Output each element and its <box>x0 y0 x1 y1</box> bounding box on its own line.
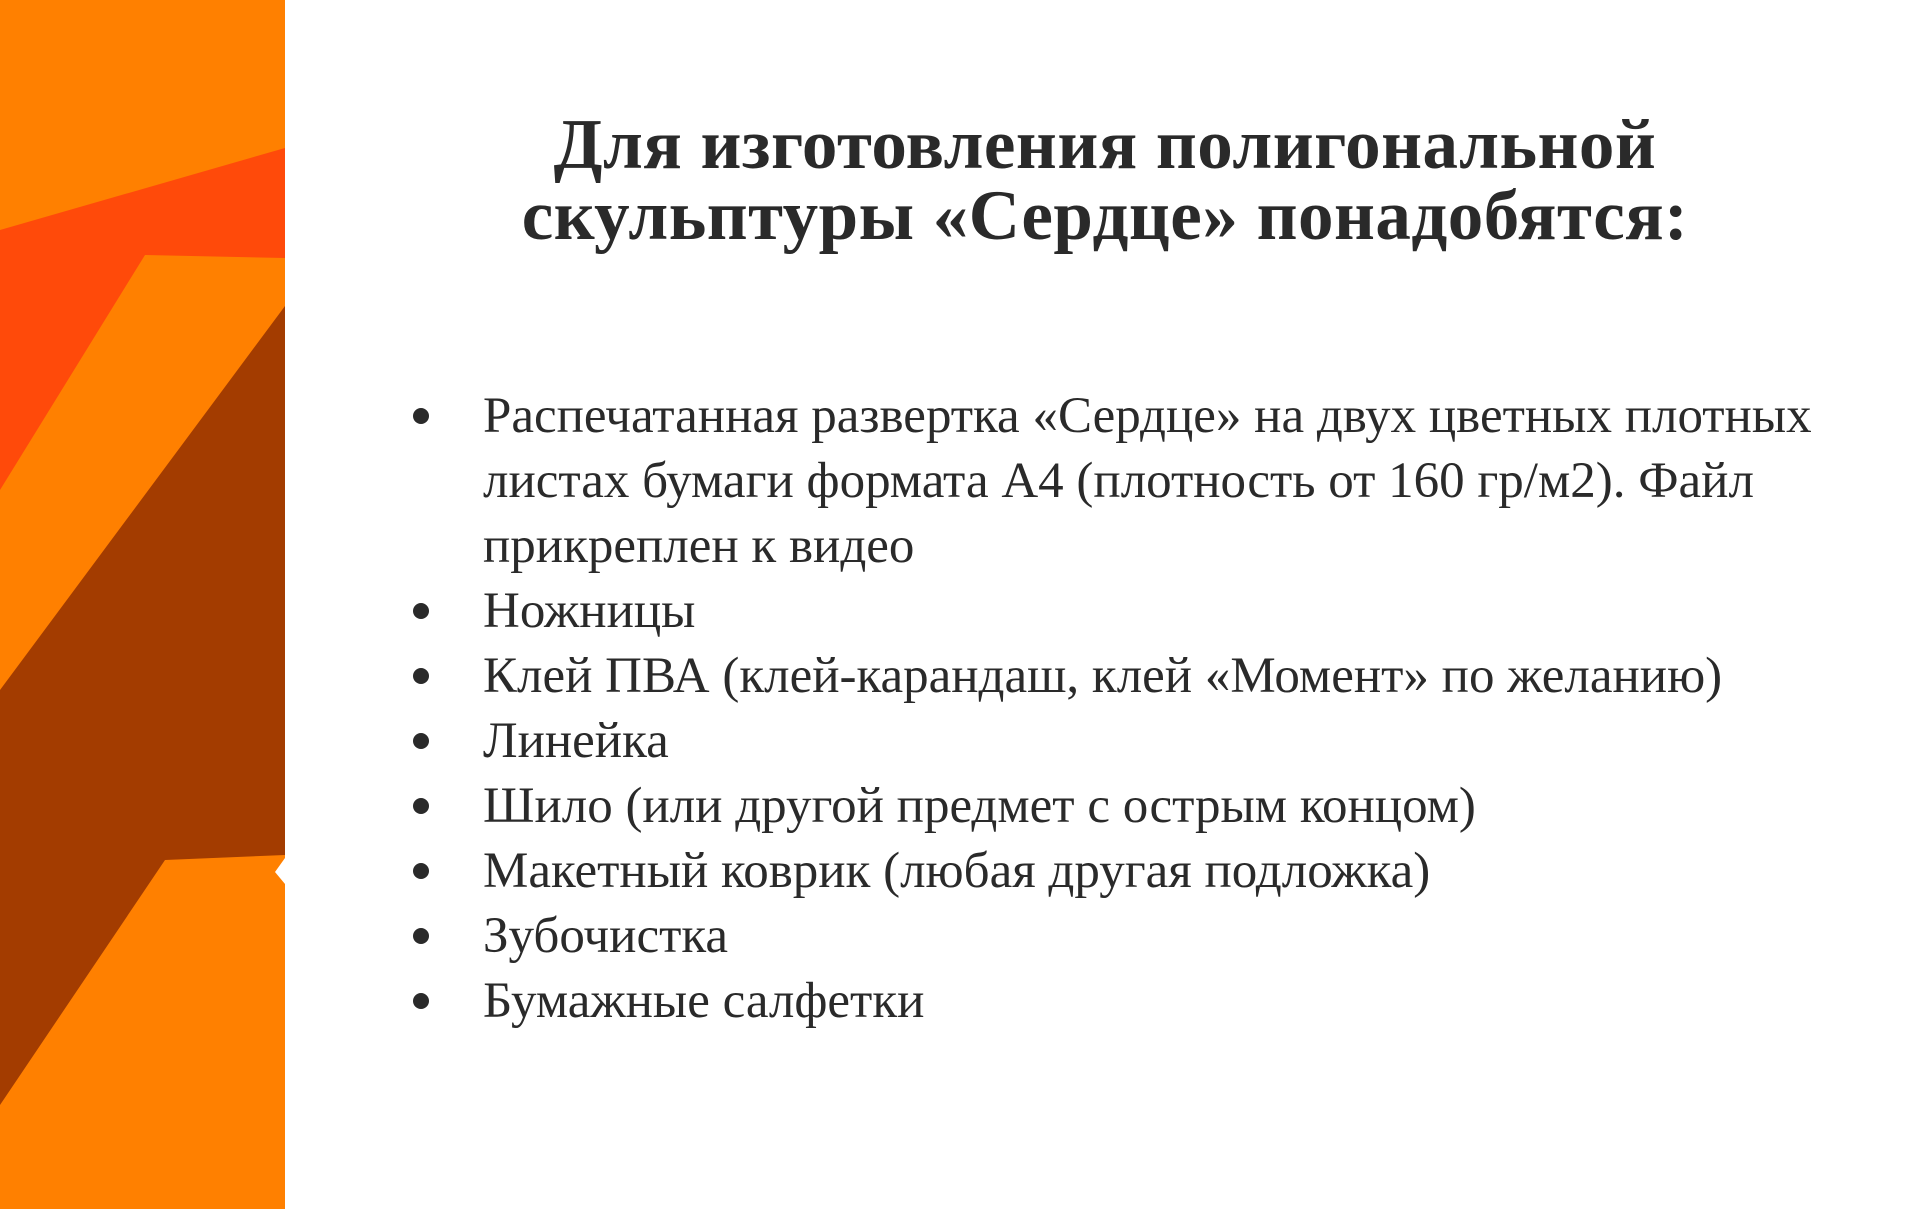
list-item <box>405 644 1875 709</box>
bullet-icon <box>413 408 429 424</box>
bullet-icon <box>413 863 429 879</box>
decorative-side-band <box>0 0 290 1209</box>
title-line-1: Для изготовления полигональной <box>553 106 1657 184</box>
bullet-icon <box>413 928 429 944</box>
materials-list <box>405 384 1875 1034</box>
side-band-graphic <box>0 0 290 1209</box>
bullet-icon <box>413 603 429 619</box>
bullet-icon <box>413 993 429 1009</box>
list-item <box>405 904 1875 969</box>
list-item <box>405 384 1875 579</box>
bullet-icon <box>413 733 429 749</box>
title-line-2: скульптуры «Сердце» понадобятся: <box>521 177 1689 255</box>
list-item-text: Бумажные салфетки <box>483 973 925 1029</box>
list-item-text: Линейка <box>483 713 669 769</box>
list-item <box>405 969 1875 1034</box>
list-item-text: Шило (или другой предмет с острым концом) <box>483 778 1476 834</box>
list-item <box>405 709 1875 774</box>
list-item-text: Ножницы <box>483 583 696 639</box>
list-item <box>405 839 1875 904</box>
bullet-icon <box>413 798 429 814</box>
list-item-text: Распечатанная развертка «Сердце» на двух цветных плотных листах бумаги формата А4 (плотность от 160 гр/м2). Файл прикреплен к видео <box>483 388 1812 574</box>
list-item <box>405 579 1875 644</box>
list-item-text: Клей ПВА (клей-карандаш, клей «Момент» по желанию) <box>483 648 1723 704</box>
list-item-text: Макетный коврик (любая другая подложка) <box>483 843 1431 899</box>
list-item-text: Зубочистка <box>483 908 729 964</box>
slide-title <box>400 106 1810 255</box>
list-item <box>405 774 1875 839</box>
bullet-icon <box>413 668 429 684</box>
